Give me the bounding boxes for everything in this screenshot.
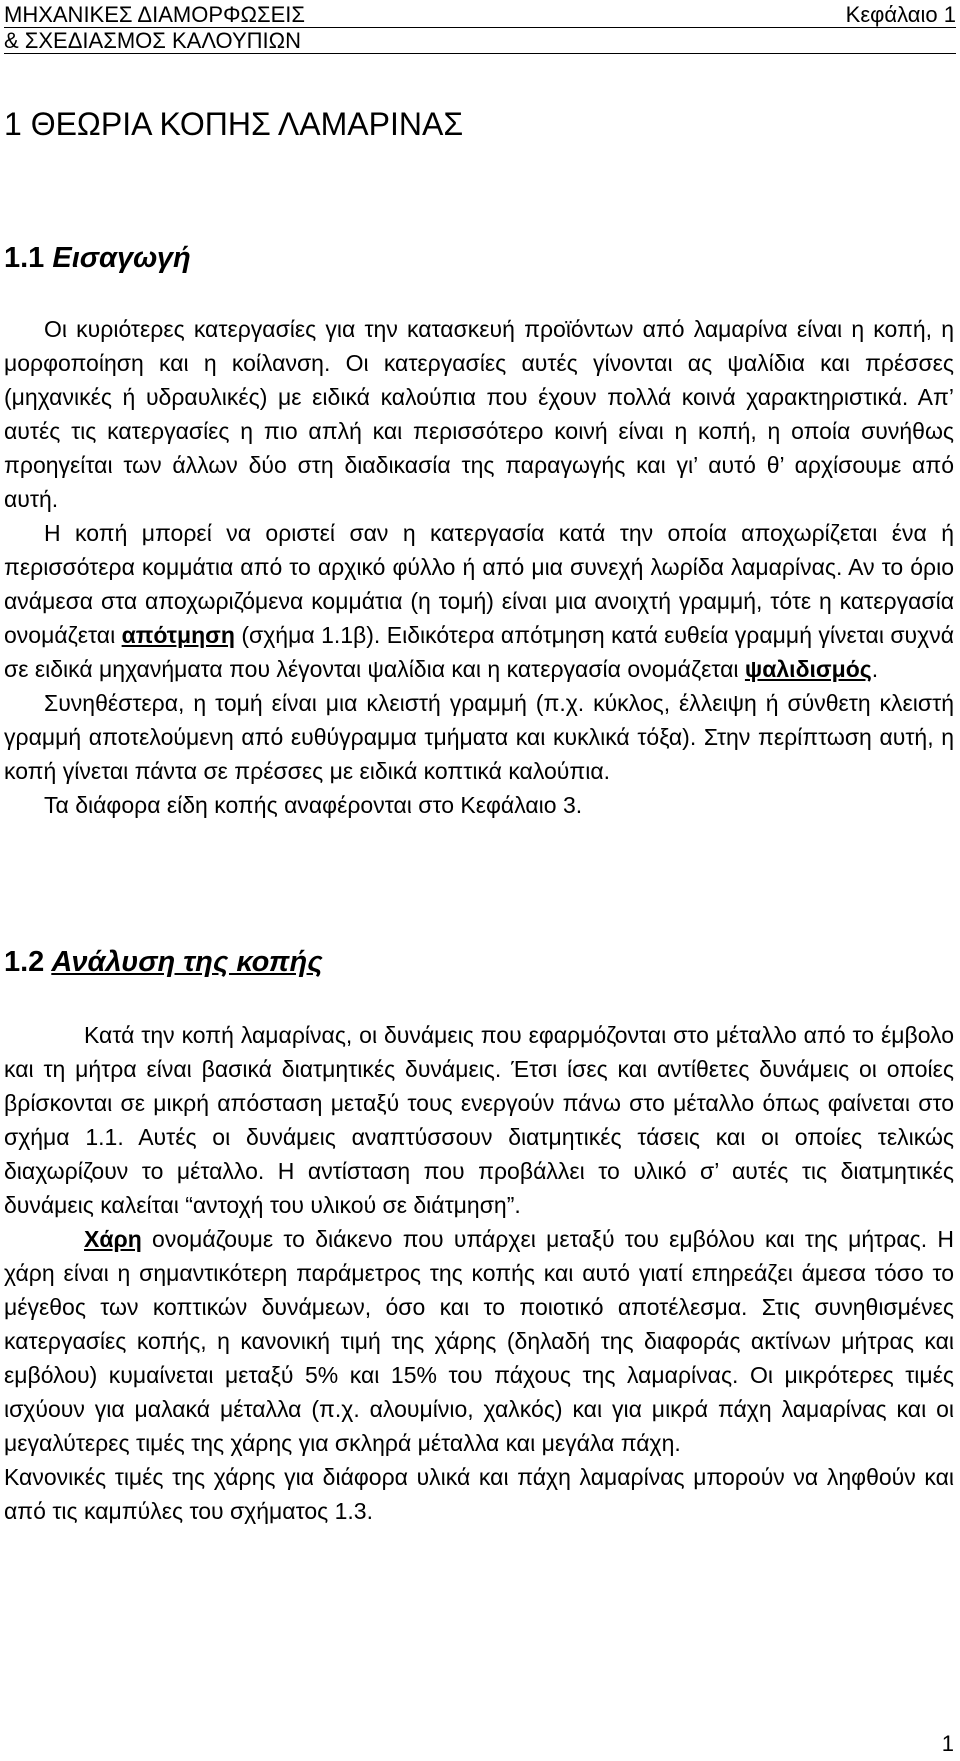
page-number: 1 xyxy=(941,1731,954,1756)
header-left xyxy=(4,2,305,54)
section-1-2-body xyxy=(4,1018,954,1528)
keyword-apotmisi: απότμηση xyxy=(121,622,235,648)
chapter-title: 1 ΘΕΩΡΙΑ ΚΟΠΗΣ ΛΑΜΑΡΙΝΑΣ xyxy=(4,106,464,142)
paragraph: Συνηθέστερα, η τομή είναι μια κλειστή γραμμή (π.χ. κύκλος, έλλειψη ή σύνθετη κλειστή γραμμή αποτελούμενη από ευθύγραμμα τμήματα και κυκλικά τόξα). Στην περίπτωση αυτή, η κοπή γίνεται πάντα σε πρέσσες με ειδικά κοπτικά καλούπια. xyxy=(4,690,954,784)
header-divider-top xyxy=(4,27,956,28)
header-book-title-line2: & ΣΧΕΔΙΑΣΜΟΣ ΚΑΛΟΥΠΙΩΝ xyxy=(4,28,301,53)
paragraph xyxy=(4,1222,954,1460)
header-divider-bottom xyxy=(4,53,956,54)
paragraph: Οι κυριότερες κατεργασίες για την κατασκευή προϊόντων από λαμαρίνα είναι η κοπή, η μορφοποίηση και η κοίλανση. Οι κατεργασίες αυτές γίνονται ας ψαλίδια και πρέσσες (μηχανικές ή υδραυλικές) με ειδικά καλούπια που έχουν πολλά κοινά χαρακτηριστικά. Απ’ αυτές τις κατεργασίες η πιο απλή και περισσότερο κοινή είναι η κοπή, η οποία συνήθως προηγείται των άλλων δύο στη διαδικασία της παραγωγής και γι’ αυτό θ’ αρχίσουμε από αυτή. xyxy=(4,316,954,512)
paragraph: Τα διάφορα είδη κοπής αναφέρονται στο Κεφάλαιο 3. xyxy=(44,792,583,818)
section-1-1-body xyxy=(4,312,954,822)
keyword-chari: Χάρη xyxy=(84,1226,142,1252)
paragraph-text: (σχήμα 1.1β). Ειδικότερα απότμηση κατά ευθεία γραμμή γίνεται συχνά σε ειδικά μηχανήματα που λέγονται ψαλίδια και η κατεργασία ονομάζεται xyxy=(4,622,954,682)
section-1-1-number: 1.1 xyxy=(4,242,45,274)
paragraph: Κατά την κοπή λαμαρίνας, οι δυνάμεις που εφαρμόζονται στο μέταλλο από το έμβολο και τη μήτρα είναι βασικά διατμητικές δυνάμεις. Έτσι ίσες και αντίθετες δυνάμεις οι οποίες βρίσκονται σε μικρή απόσταση μεταξύ τους ενεργούν πάνω στο μέταλλο όπως φαίνεται στο σχήμα 1.1. Αυτές οι δυνάμεις αναπτύσσουν διατμητικές τάσεις και οι οποίες τελικώς διαχωρίζουν το μέταλλο. Η αντίσταση που προβάλλει το υλικό σ’ αυτές τις διατμητικές δυνάμεις καλείται “αντοχή του υλικού σε διάτμηση”. xyxy=(4,1022,954,1218)
paragraph-text: . xyxy=(871,656,879,682)
section-1-1-title: Εισαγωγή xyxy=(52,242,191,274)
paragraph xyxy=(4,516,954,686)
keyword-psalidismos: ψαλιδισμός xyxy=(744,656,872,682)
section-1-2-heading xyxy=(4,944,323,980)
header-book-title-line1: ΜΗΧΑΝΙΚΕΣ ΔΙΑΜΟΡΦΩΣΕΙΣ xyxy=(4,2,305,27)
paragraph-text: Η κοπή μπορεί να οριστεί σαν η κατεργασία κατά την οποία αποχωρίζεται ένα ή περισσότερα κομμάτια από το αρχικό φύλλο ή από μια συνεχή λωρίδα λαμαρίνας. Αν το όριο ανάμεσα στα αποχωριζόμενα κομμάτια (η τομή) είναι μια ανοιχτή γραμμή, τότε η κατεργασία ονομάζεται xyxy=(4,520,954,648)
section-1-2-number: 1.2 xyxy=(4,946,45,978)
header-chapter-label: Κεφάλαιο 1 xyxy=(845,2,956,27)
section-1-1-heading xyxy=(4,240,191,276)
section-1-2-title: Ανάλυση της κοπής xyxy=(51,946,323,978)
paragraph: Κανονικές τιμές της χάρης για διάφορα υλικά και πάχη λαμαρίνας μπορούν να ληφθούν και από τις καμπύλες του σχήματος 1.3. xyxy=(4,1464,954,1524)
paragraph-text: ονομάζουμε το διάκενο που υπάρχει μεταξύ του εμβόλου και της μήτρας. Η χάρη είναι η σημαντικότερη παράμετρος της κοπής και αυτό γιατί επηρεάζει άμεσα τόσο το μέγεθος των κοπτικών δυνάμεων, όσο και το ποιοτικό αποτέλεσμα. Στις συνηθισμένες κατεργασίες κοπής, η κανονική τιμή της χάρης (δηλαδή της διαφοράς ακτίνων μήτρας και εμβόλου) κυμαίνεται μεταξύ 5% και 15% του πάχους της λαμαρίνας. Οι μικρότερες τιμές ισχύουν για μαλακά μέταλλα (π.χ. αλουμίνιο, χαλκός) και για μικρά πάχη λαμαρίνας και οι μεγαλύτερες τιμές της χάρης για σκληρά μέταλλα και μεγάλα πάχη. xyxy=(4,1226,954,1456)
